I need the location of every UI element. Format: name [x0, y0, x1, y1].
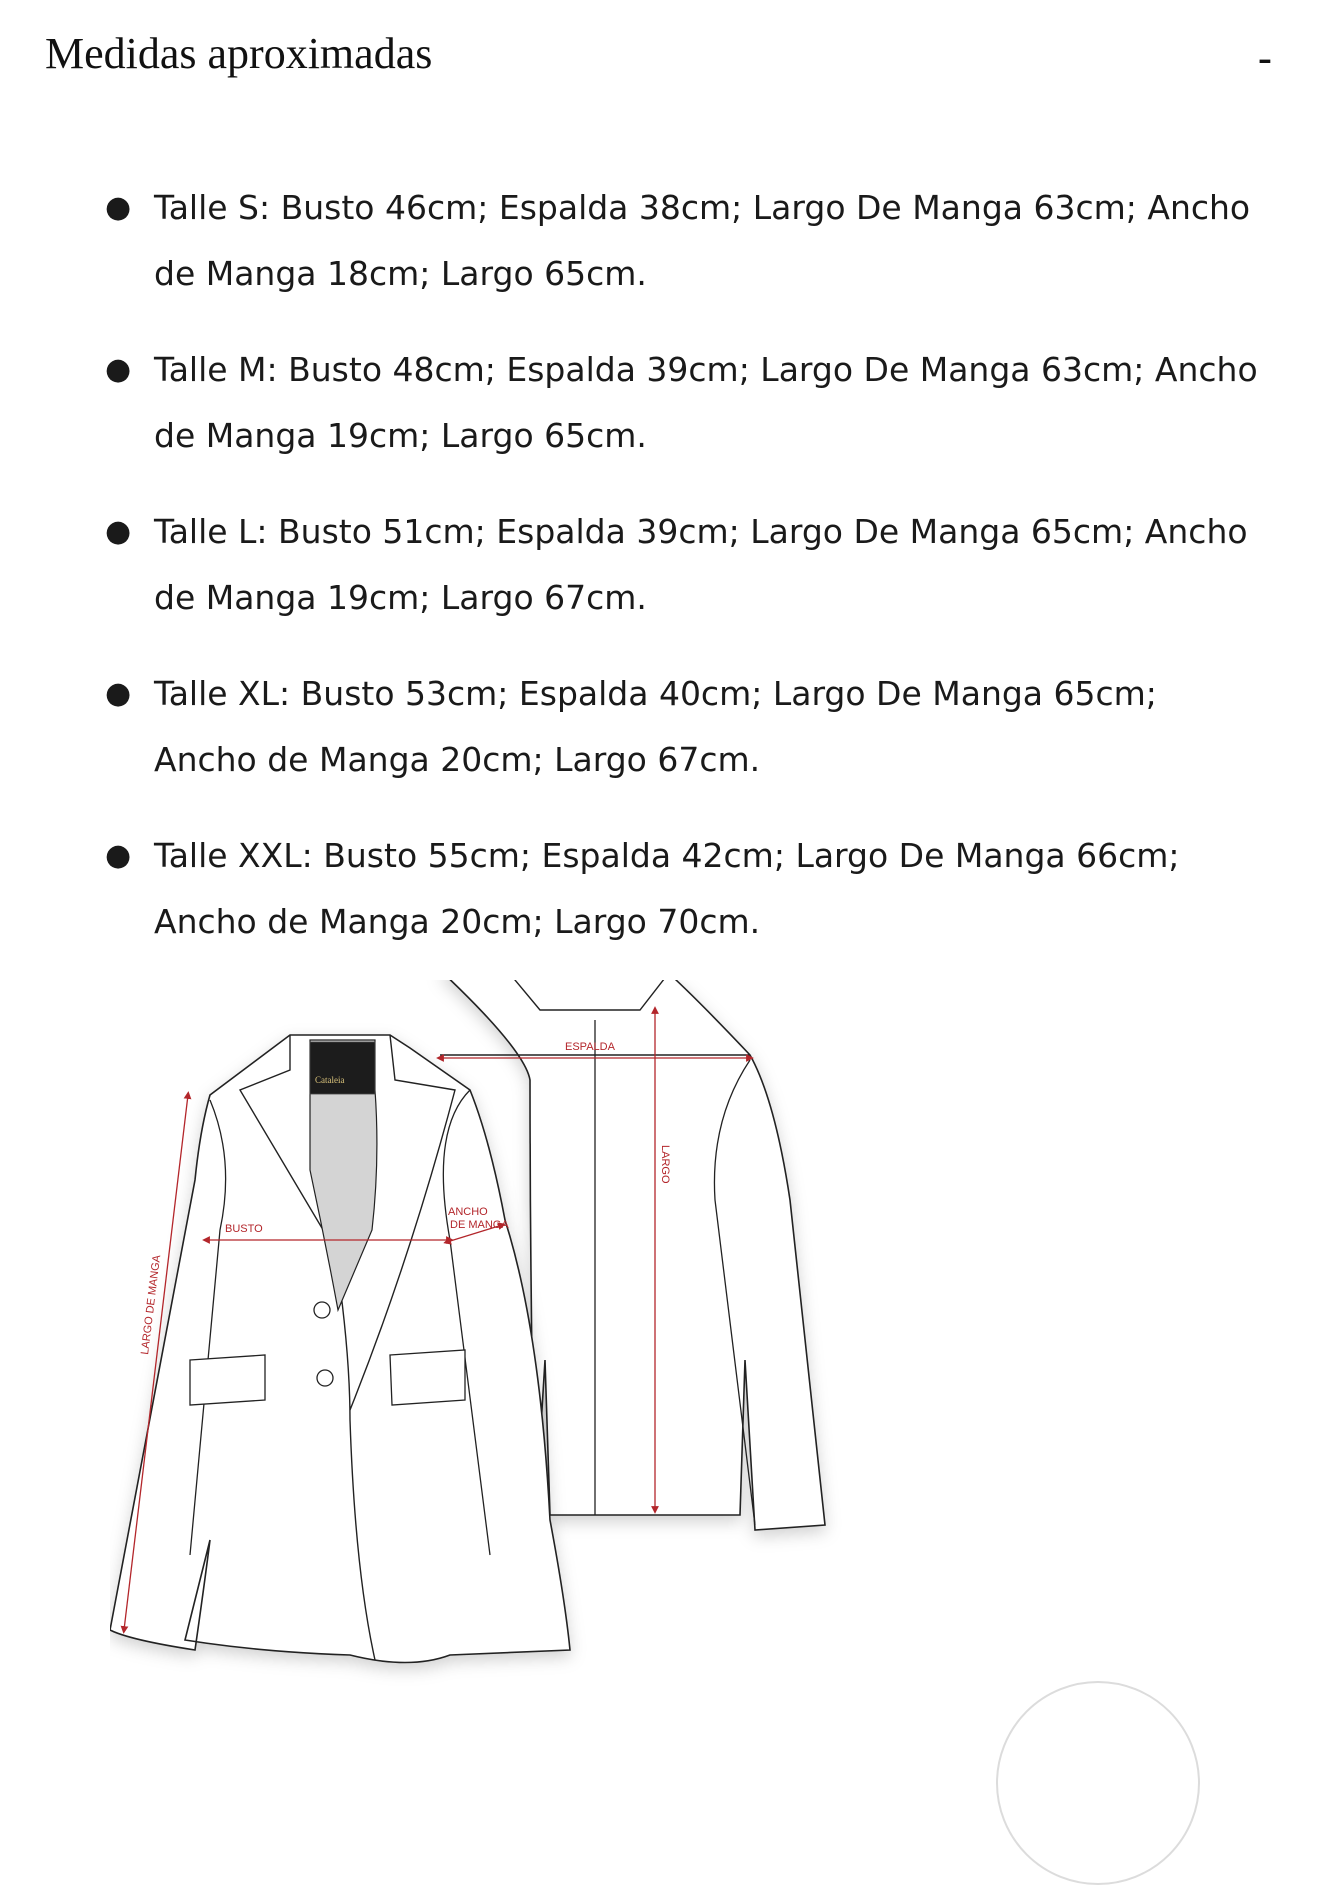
- busto-label: BUSTO: [225, 1223, 263, 1235]
- size-text: Talle M: Busto 48cm; Espalda 39cm; Largo De Manga 63cm; Ancho de Manga 19cm; Largo 65cm.: [154, 350, 1258, 455]
- bullet-icon: ●: [105, 676, 132, 711]
- bullet-icon: ●: [105, 352, 132, 387]
- section-header[interactable]: [45, 28, 1280, 98]
- ancho-label-2: DE MANGA: [450, 1219, 509, 1231]
- bullet-icon: ●: [105, 514, 132, 549]
- largo-label: LARGO: [659, 1145, 671, 1184]
- jacket-measurement-diagram: [110, 980, 870, 1740]
- section-title: Medidas aproximadas: [45, 29, 433, 78]
- list-item: [100, 499, 1270, 631]
- ancho-label-1: ANCHO: [448, 1206, 488, 1218]
- list-item: [100, 661, 1270, 793]
- list-item: [100, 175, 1270, 307]
- collapse-toggle-button[interactable]: -: [1257, 34, 1273, 83]
- bullet-icon: ●: [105, 190, 132, 225]
- list-item: [100, 337, 1270, 469]
- bullet-icon: ●: [105, 838, 132, 873]
- size-list: [100, 175, 1270, 985]
- size-text: Talle S: Busto 46cm; Espalda 38cm; Largo De Manga 63cm; Ancho de Manga 18cm; Largo 65cm.: [154, 188, 1251, 293]
- button-icon: [317, 1370, 333, 1386]
- list-item: [100, 823, 1270, 955]
- largo-de-manga-label: LARGO DE MANGA: [139, 1254, 164, 1356]
- size-text: Talle L: Busto 51cm; Espalda 39cm; Largo De Manga 65cm; Ancho de Manga 19cm; Largo 67cm.: [154, 512, 1248, 617]
- size-text: Talle XL: Busto 53cm; Espalda 40cm; Largo De Manga 65cm; Ancho de Manga 20cm; Largo 67cm.: [154, 674, 1157, 779]
- espalda-label: ESPALDA: [565, 1041, 615, 1053]
- button-icon: [314, 1302, 330, 1318]
- size-text: Talle XXL: Busto 55cm; Espalda 42cm; Largo De Manga 66cm; Ancho de Manga 20cm; Largo 70cm.: [154, 836, 1180, 941]
- brand-label: Cataleia: [315, 1075, 345, 1085]
- floating-action-button[interactable]: [996, 1681, 1200, 1885]
